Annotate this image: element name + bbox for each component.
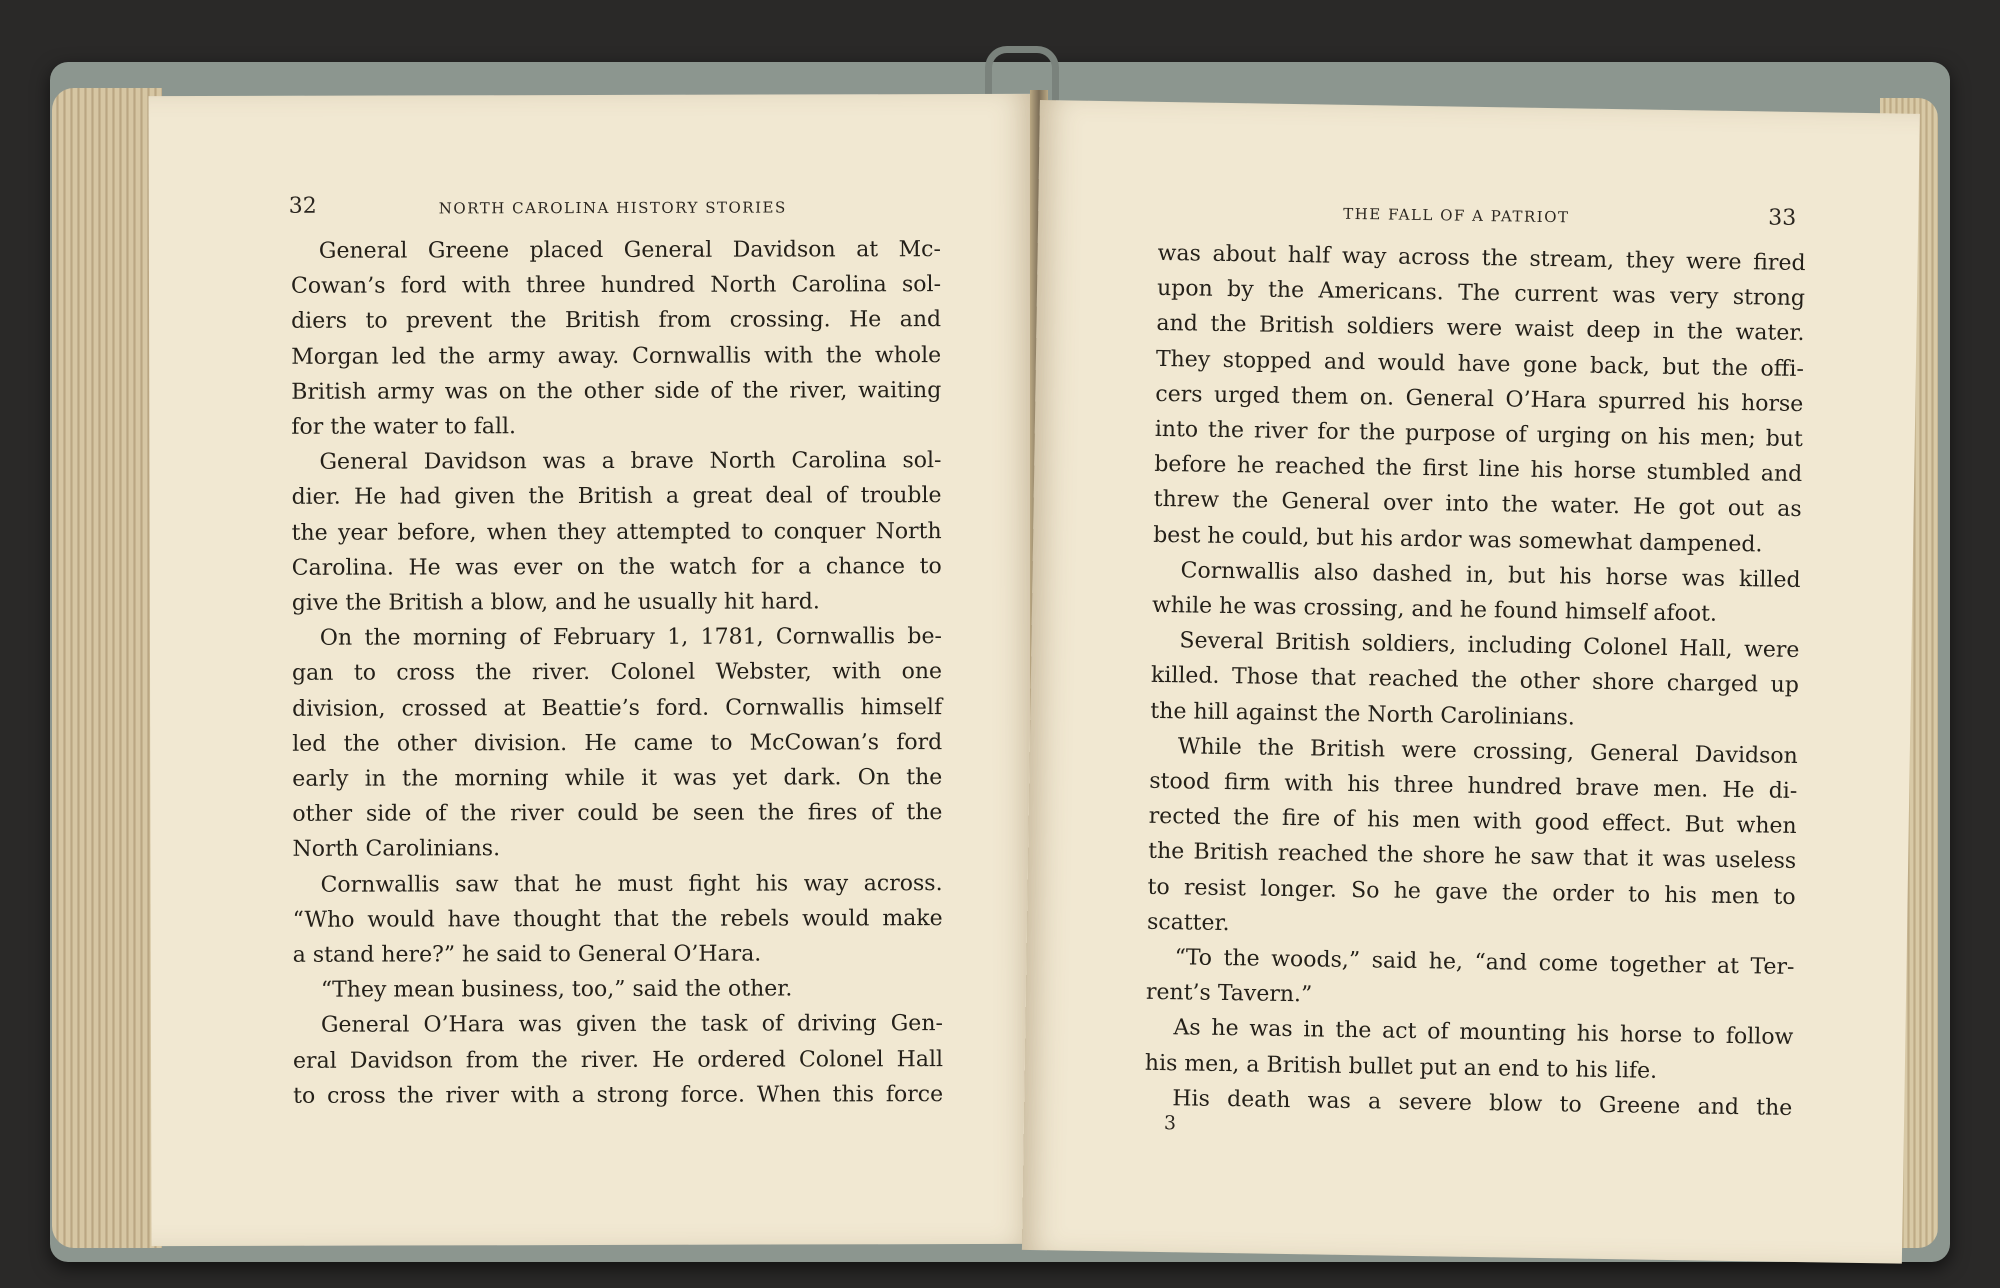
text-line: led the other division. He came to McCowan’s ford <box>292 729 943 757</box>
body-text <box>1144 236 1806 1126</box>
left-page <box>148 94 1036 1246</box>
text-line: while he was crossing, and he found himself afoot. <box>1151 592 1718 627</box>
text-line: was about half way across the stream, they were fired <box>1157 240 1806 277</box>
text-line: They stopped and would have gone back, but the offi- <box>1155 346 1805 382</box>
body-text <box>291 232 943 1114</box>
text-line: rent’s Tavern.” <box>1145 980 1313 1008</box>
text-line: killed. Those that reached the other shore charged up <box>1150 663 1800 699</box>
text-line: cers urged them on. General O’Hara spurred his horse <box>1155 381 1804 417</box>
text-line: Cornwallis saw that he must fight his way across. <box>320 870 943 898</box>
running-head: THE FALL OF A PATRIOT <box>1343 204 1570 227</box>
text-line: “To the woods,” said he, “and come together at Ter- <box>1174 945 1795 981</box>
text-line: “Who would have thought that the rebels would make <box>292 905 943 933</box>
text-line: General Davidson was a brave North Carolina sol- <box>319 448 942 475</box>
text-line: stood firm with his three hundred brave men. He di- <box>1149 768 1798 805</box>
text-line: give the British a blow, and he usually hit hard. <box>291 589 820 616</box>
text-line: his men, a British bullet put an end to his life. <box>1144 1050 1658 1084</box>
text-line: into the river for the purpose of urging on his men; but <box>1154 416 1803 453</box>
signature-mark: 3 <box>1163 1112 1177 1135</box>
text-line: other side of the river could be seen the fires of the <box>292 800 943 828</box>
text-line: Cowan’s ford with three hundred North Carolina sol- <box>290 272 942 299</box>
text-line: Several British soldiers, including Colonel Hall, were <box>1179 628 1800 664</box>
text-line: to resist longer. So he gave the order to his men to <box>1147 874 1796 910</box>
page-edges-left <box>52 88 162 1248</box>
text-line: for the water to fall. <box>291 414 517 440</box>
text-line: best he could, but his ardor was somewhat dampened. <box>1152 522 1763 558</box>
text-line: On the morning of February 1, 1781, Cornwallis be- <box>319 624 942 651</box>
text-line: before he reached the first line his horse stumbled and <box>1154 452 1803 488</box>
text-line: threw the General over into the water. He got out as <box>1153 487 1802 523</box>
text-line: “They mean business, too,” said the other. <box>320 976 793 1003</box>
text-line: dier. He had given the British a great deal of trouble <box>291 483 942 511</box>
text-line: scatter. <box>1146 909 1230 936</box>
text-line: Cornwallis also dashed in, but his horse was killed <box>1180 558 1801 593</box>
text-line: to cross the river with a strong force. When this force <box>293 1081 944 1109</box>
page-number: 32 <box>288 193 317 219</box>
text-line: diers to prevent the British from crossing. He and <box>291 307 942 335</box>
page-number: 33 <box>1768 205 1797 231</box>
text-line: North Carolinians. <box>292 836 501 863</box>
text-line: Morgan led the army away. Cornwallis with the whole <box>291 342 942 370</box>
text-line: the British reached the shore he saw that it was useless <box>1148 839 1797 875</box>
text-line: early in the morning while it was yet dark. On the <box>292 765 943 792</box>
text-line: division, crossed at Beattie’s ford. Cornwallis himself <box>292 694 943 722</box>
text-line: His death was a severe blow to Greene and the <box>1172 1086 1793 1121</box>
text-line: upon by the Americans. The current was very strong <box>1156 276 1806 312</box>
text-line: and the British soldiers were waist deep in the water. <box>1156 311 1805 347</box>
text-line: While the British were crossing, General Davidson <box>1177 734 1798 769</box>
text-line: Carolina. He was ever on the watch for a chance to <box>291 553 942 581</box>
text-line: eral Davidson from the river. He ordered Colonel Hall <box>292 1046 944 1074</box>
text-line: a stand here?” he said to General O’Hara. <box>292 941 762 968</box>
running-head: NORTH CAROLINA HISTORY STORIES <box>438 198 787 218</box>
text-line: As he was in the act of mounting his horse to follow <box>1173 1015 1794 1051</box>
text-line: rected the fire of his men with good effect. But when <box>1148 804 1797 840</box>
text-line: the hill against the North Carolinians. <box>1150 698 1576 731</box>
text-line: General Greene placed General Davidson at Mc- <box>318 237 941 264</box>
right-page <box>1022 100 1920 1264</box>
text-line: British army was on the other side of the river, waiting <box>291 377 942 405</box>
text-line: General O’Hara was given the task of driving Gen- <box>320 1011 943 1039</box>
text-line: gan to cross the river. Colonel Webster, with one <box>291 659 943 687</box>
text-line: the year before, when they attempted to conquer North <box>291 518 942 546</box>
